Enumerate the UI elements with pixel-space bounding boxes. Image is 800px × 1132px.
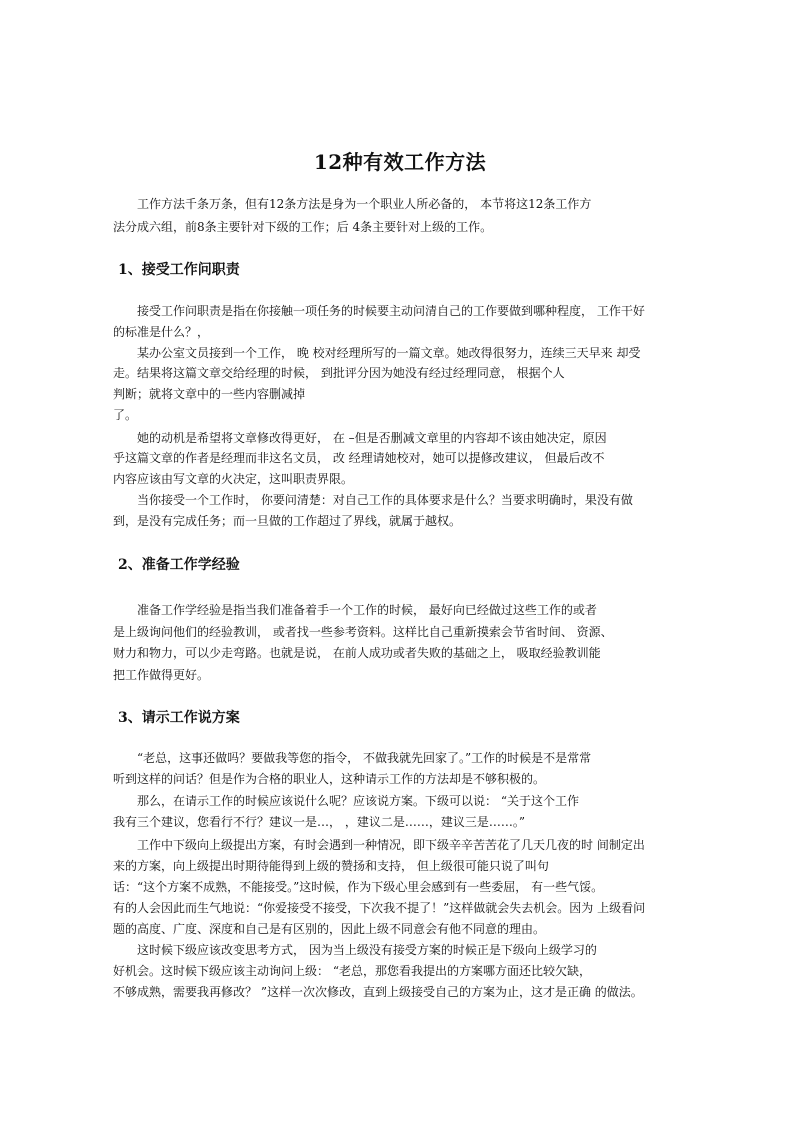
paragraph-line: 把工作做得更好。 (113, 668, 210, 682)
paragraph-line: 走。结果将这篇文章交给经理的时候， 到批评分因为她没有经过经理同意， 根据个人 (113, 366, 565, 380)
paragraph-line: 准备工作学经验是指当我们准备着手一个工作的时候， 最好向已经做过这些工作的或者 (137, 603, 597, 617)
paragraph-line: 到，是没有完成任务；而一旦做的工作超过了界线，就属于越权。 (113, 514, 462, 528)
section-heading-1: 1、接受工作问职责 (118, 262, 240, 278)
intro-line: 法分成六组，前8条主要针对下级的工作；后 4条主要针对上级的工作。 (113, 220, 493, 234)
paragraph-line: 那么，在请示工作的时候应该说什么呢？应该说方案。下级可以说： “关于这个工作 (137, 794, 579, 808)
paragraph-line: 判断；就将文章中的一些内容删减掉 (113, 387, 306, 401)
paragraph-line: 工作中下级向上级提出方案，有时会遇到一种情况，即下级辛辛苦苦花了几天几夜的时 间制定出 (137, 838, 645, 852)
paragraph-line: 题的高度、广度、深度和自己是有区别的，因此上级不同意会有他不同意的理由。 (113, 922, 546, 936)
paragraph-line: 我有三个建议，您看行不行？建议一是…， ，建议二是……，建议三是……。” (113, 815, 525, 829)
paragraph-line: 不够成熟，需要我再修改？ ”这样一次次修改，直到上级接受自己的方案为止，这才是正确 的做法。 (113, 985, 643, 999)
paragraph-line: 内容应该由写文章的火决定，这叫职责界限。 (113, 472, 354, 486)
paragraph-line: 了。 (113, 408, 138, 422)
paragraph-line: 话：“这个方案不成熟，不能接受。”这时候，作为下级心里会感到有一些委屈， 有一些气馁。 (113, 880, 604, 894)
paragraph-line: 有的人会因此而生气地说：“你爱接受不接受，下次我不提了！”这样做就会失去机会。因为 上级看问 (113, 901, 646, 915)
section-heading-2: 2、准备工作学经验 (118, 557, 240, 573)
section-heading-3: 3、请示工作说方案 (118, 710, 240, 726)
paragraph-line: 这时候下级应该改变思考方式， 因为当上级没有接受方案的时候正是下级向上级学习的 (137, 943, 597, 957)
paragraph-line: 接受工作问职责是指在你接触一项任务的时候要主动问清自己的工作要做到哪种程度， 工作干好 (137, 304, 645, 318)
paragraph-line: 好机会。这时候下级应该主动询问上级： “老总，那您看我提出的方案哪方面还比较欠缺， (113, 964, 591, 978)
paragraph-line: 她的动机是希望将文章修改得更好， 在 –但是否删减文章里的内容却不该由她决定，原因 (137, 431, 607, 445)
paragraph-line: 来的方案，向上级提出时期待能得到上级的赞扬和支持， 但上级很可能只说了叫句 (113, 859, 549, 873)
paragraph-line: 财力和物力，可以少走弯路。也就是说， 在前人成功或者失败的基础之上， 吸取经验教训能 (113, 646, 601, 660)
paragraph-line: 某办公室文员接到一个工作， 晚 校对经理所写的一篇文章。她改得很努力，连续三天早来 却受 (137, 346, 641, 360)
paragraph-line: 听到这样的问话？但是作为合格的职业人，这种请示工作的方法却是不够积极的。 (113, 772, 546, 786)
paragraph-line: 当你接受一个工作时， 你要问清楚：对自己工作的具体要求是什么？当要求明确时，果没有做 (137, 493, 633, 507)
paragraph-line: 的标准是什么？， (113, 325, 210, 339)
intro-line: 工作方法千条万条，但有12条方法是身为一个职业人所必备的， 本节将这12条工作方 (137, 197, 592, 211)
page-title: 12种有效工作方法 (313, 150, 487, 174)
paragraph-line: “老总，这事还做吗？要做我等您的指令， 不做我就先回家了。”工作的时候是不是常常 (137, 751, 592, 765)
paragraph-line: 是上级询问他们的经验教训， 或者找一些参考资料。这样比自己重新摸索会节省时间、 资源、 (113, 625, 613, 639)
paragraph-line: 乎这篇文章的作者是经理而非这名文员， 改 经理请她校对，她可以提修改建议， 但最后改不 (113, 451, 605, 465)
